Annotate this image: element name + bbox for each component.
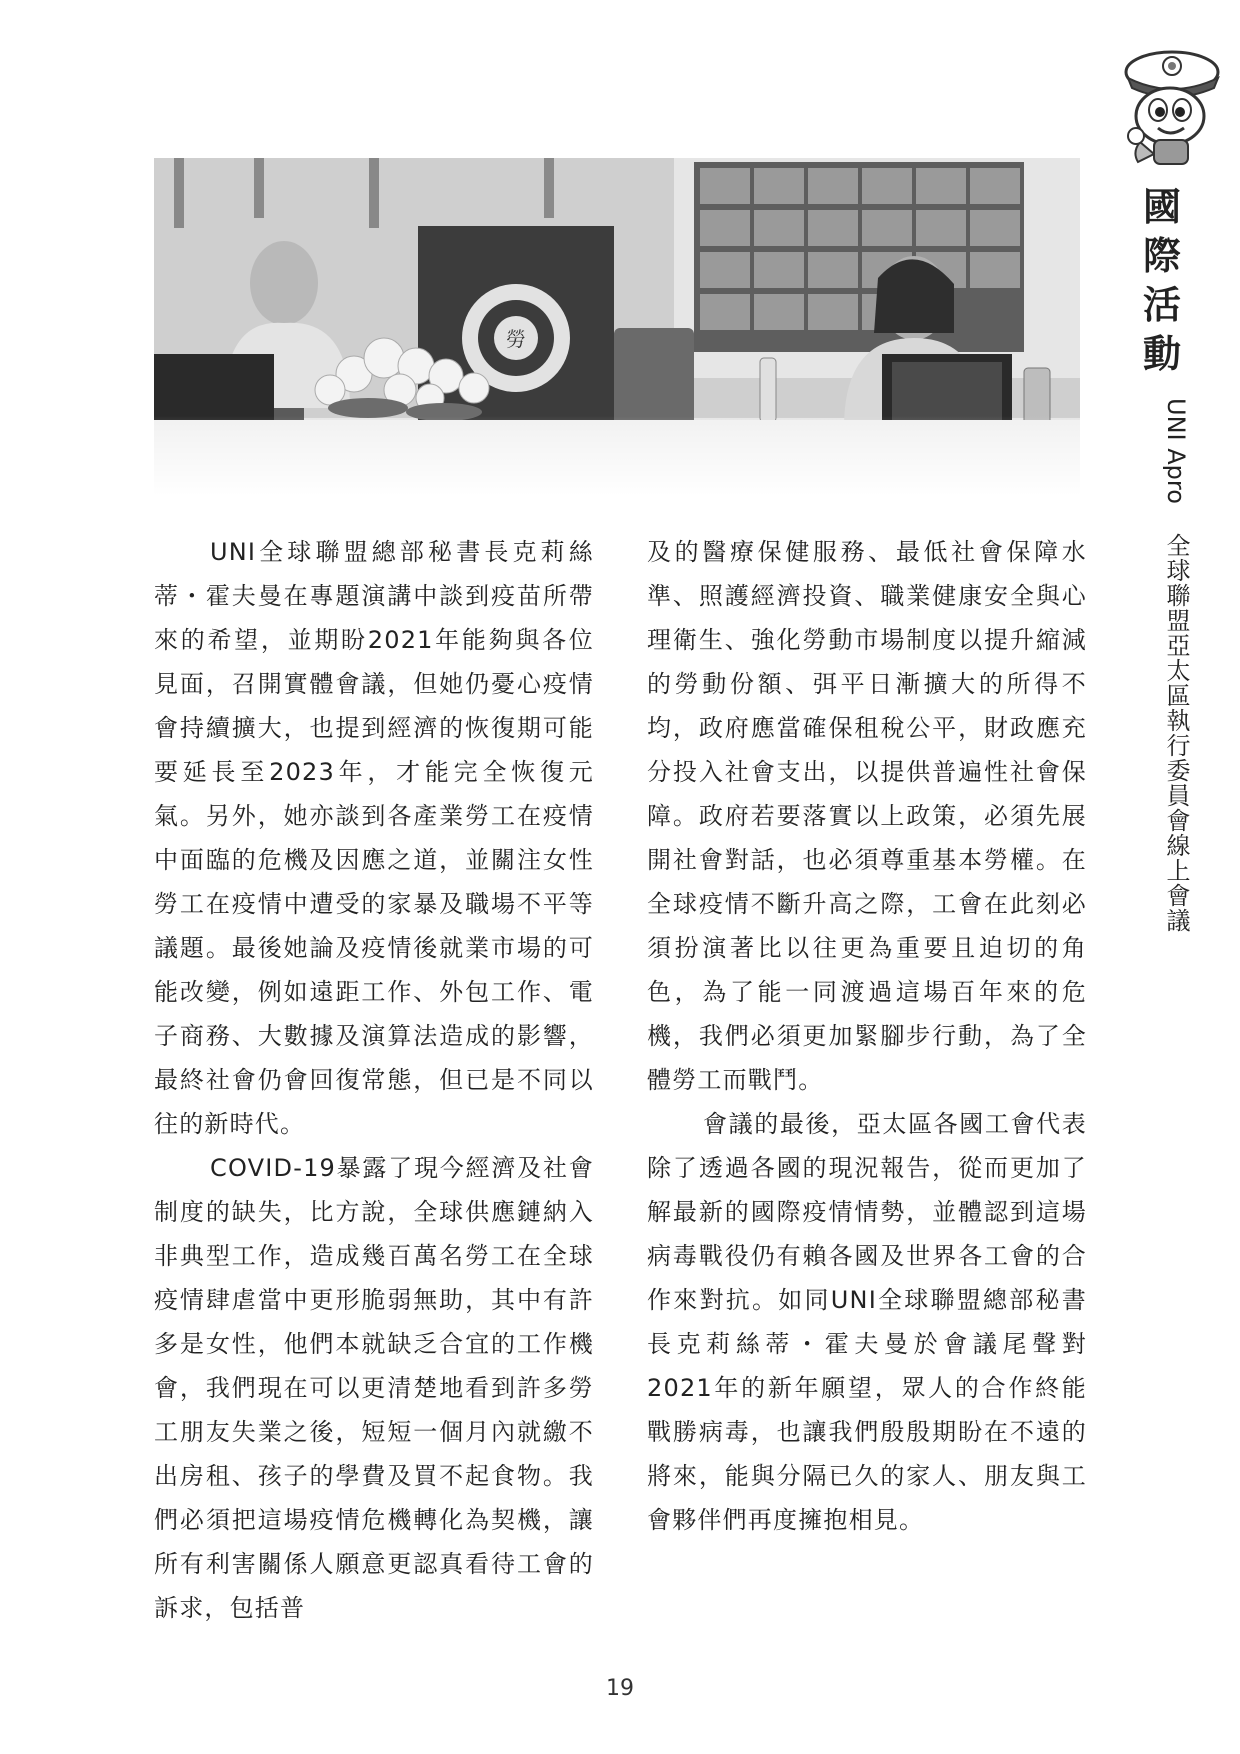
article-column-right [647, 530, 1087, 1542]
emblem-text: 勞 [506, 327, 526, 351]
mascot-icon [1114, 44, 1224, 166]
section-title-char: 活 [1142, 282, 1181, 327]
article-subtitle [1138, 398, 1188, 933]
section-title [1132, 182, 1192, 378]
subtitle-cjk: 全球聯盟亞太區執行委員會線上會議 [1162, 532, 1190, 933]
article-paragraph: COVID-19暴露了現今經濟及社會制度的缺失，比方說，全球供應鏈納入非典型工作，造成幾百萬名勞工在全球疫情肆虐當中更形脆弱無助，其中有許多是女性，他們本就缺乏合宜的工作機會，我們現在可以更清楚地看到許多勞工朋友失業之後，短短一個月內就繳不出房租、孩子的學費及買不起食物。我們必須把這場疫情危機轉化為契機，讓所有利害關係人願意更認真看待工會的訴求，包括普 [154, 1154, 594, 1622]
conference-photo [154, 158, 1080, 496]
section-title-char: 國 [1142, 184, 1181, 229]
article-paragraph: 會議的最後，亞太區各國工會代表除了透過各國的現況報告，從而更加了解最新的國際疫情情勢，並體認到這場病毒戰役仍有賴各國及世界各工會的合作來對抗。如同UNI全球聯盟總部秘書長克莉絲蒂・霍夫曼於會議尾聲對2021年的新年願望，眾人的合作終能戰勝病毒，也讓我們殷殷期盼在不遠的將來，能與分隔已久的家人、朋友與工會夥伴們再度擁抱相見。 [647, 1110, 1087, 1534]
page-number: 19 [606, 1676, 634, 1701]
subtitle-latin: UNI Apro [1162, 398, 1190, 504]
section-title-char: 動 [1142, 331, 1181, 376]
article-column-left [154, 530, 594, 1630]
section-title-char: 際 [1142, 233, 1181, 278]
article-paragraph: UNI全球聯盟總部秘書長克莉絲蒂・霍夫曼在專題演講中談到疫苗所帶來的希望，並期盼2021年能夠與各位見面，召開實體會議，但她仍憂心疫情會持續擴大，也提到經濟的恢復期可能要延長至2023年，才能完全恢復元氣。另外，她亦談到各產業勞工在疫情中面臨的危機及因應之道，並關注女性勞工在疫情中遭受的家暴及職場不平等議題。最後她論及疫情後就業市場的可能改變，例如遠距工作、外包工作、電子商務、大數據及演算法造成的影響，最終社會仍會回復常態，但已是不同以往的新時代。 [154, 538, 594, 1138]
article-paragraph: 及的醫療保健服務、最低社會保障水準、照護經濟投資、職業健康安全與心理衛生、強化勞動市場制度以提升縮減的勞動份額、弭平日漸擴大的所得不均，政府應當確保租稅公平，財政應充分投入社會支出，以提供普遍性社會保障。政府若要落實以上政策，必須先展開社會對話，也必須尊重基本勞權。在全球疫情不斷升高之際，工會在此刻必須扮演著比以往更為重要且迫切的角色，為了能一同渡過這場百年來的危機，我們必須更加緊腳步行動，為了全體勞工而戰鬥。 [647, 538, 1087, 1094]
